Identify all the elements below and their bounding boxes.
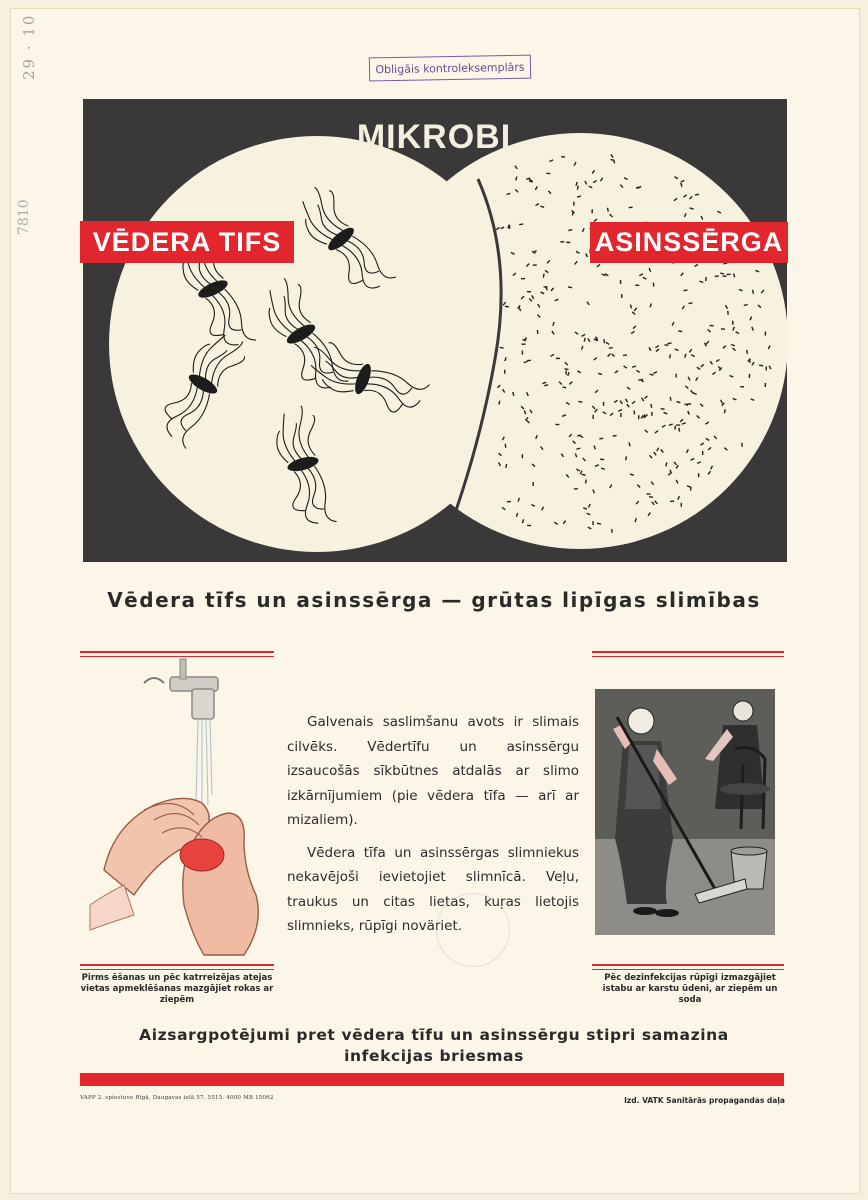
rule-left-top	[80, 651, 274, 653]
bottom-red-bar	[80, 1073, 784, 1086]
microscope-circles	[83, 99, 787, 562]
printer-imprint: VAPP 2. spiestuve Rīgā, Daugavas ielā 57. 5515. 4000 MB 15062	[80, 1095, 274, 1101]
vaccination-note: Aizsargpotējumi pret vēdera tīfu un asinssērgu stipri samazina infekcijas briesmas	[139, 1026, 729, 1065]
faint-library-stamp	[436, 893, 510, 967]
rule-right-bottom-thin	[592, 969, 784, 970]
microbes-panel	[83, 99, 787, 562]
rule-left-bottom	[80, 964, 274, 966]
handwashing-caption: Pirms ēšanas un pēc katrreizējas atejas vietas apmeklēšanas mazgājiet rokas ar ziepēm	[80, 973, 274, 1005]
cleaning-illustration	[595, 689, 775, 935]
body-text	[287, 710, 579, 947]
typhoid-label: VĒDERA TIFS	[80, 221, 294, 263]
control-copy-stamp: Obligāis kontroleksemplārs	[369, 55, 531, 82]
headline: Vēdera tīfs un asinssērga — grūtas lipīgas slimības	[107, 588, 761, 612]
rule-right-top-thin	[592, 656, 784, 657]
rule-left-bottom-thin	[80, 969, 274, 970]
hand-washing-illustration	[84, 655, 274, 960]
panel-title: MIKROBI	[356, 118, 512, 156]
dysentery-label: ASINSSĒRGA	[590, 222, 788, 263]
dysentery-circle	[372, 133, 787, 549]
rule-right-top	[592, 651, 784, 653]
rule-right-bottom	[592, 964, 784, 966]
body-paragraph-1: Galvenais saslimšanu avots ir slimais cilvēks. Vēdertīfu un asinssērgu izsaucošās sīkbūtnes atdalās ar slimo izkārnījumiem (pie vēdera tīfa — arī ar mizaliem).	[287, 714, 579, 828]
pencil-note-2: 7810	[16, 199, 32, 235]
publisher-credit: Izd. VATK Sanitārās propagandas daļa	[624, 1096, 785, 1105]
cleaning-caption: Pēc dezinfekcijas rūpīgi izmazgājiet istabu ar karstu ūdeni, ar ziepēm un soda	[602, 973, 778, 1005]
pencil-note: 29 · 10	[20, 13, 38, 80]
body-paragraph-2: Vēdera tīfa un asinssērgas slimniekus nekavējoši ievietojiet slimnīcā. Veļu, traukus un citas lietas, kuŗas lietojis slimnieks, rūpīgi noväriet.	[287, 844, 579, 934]
